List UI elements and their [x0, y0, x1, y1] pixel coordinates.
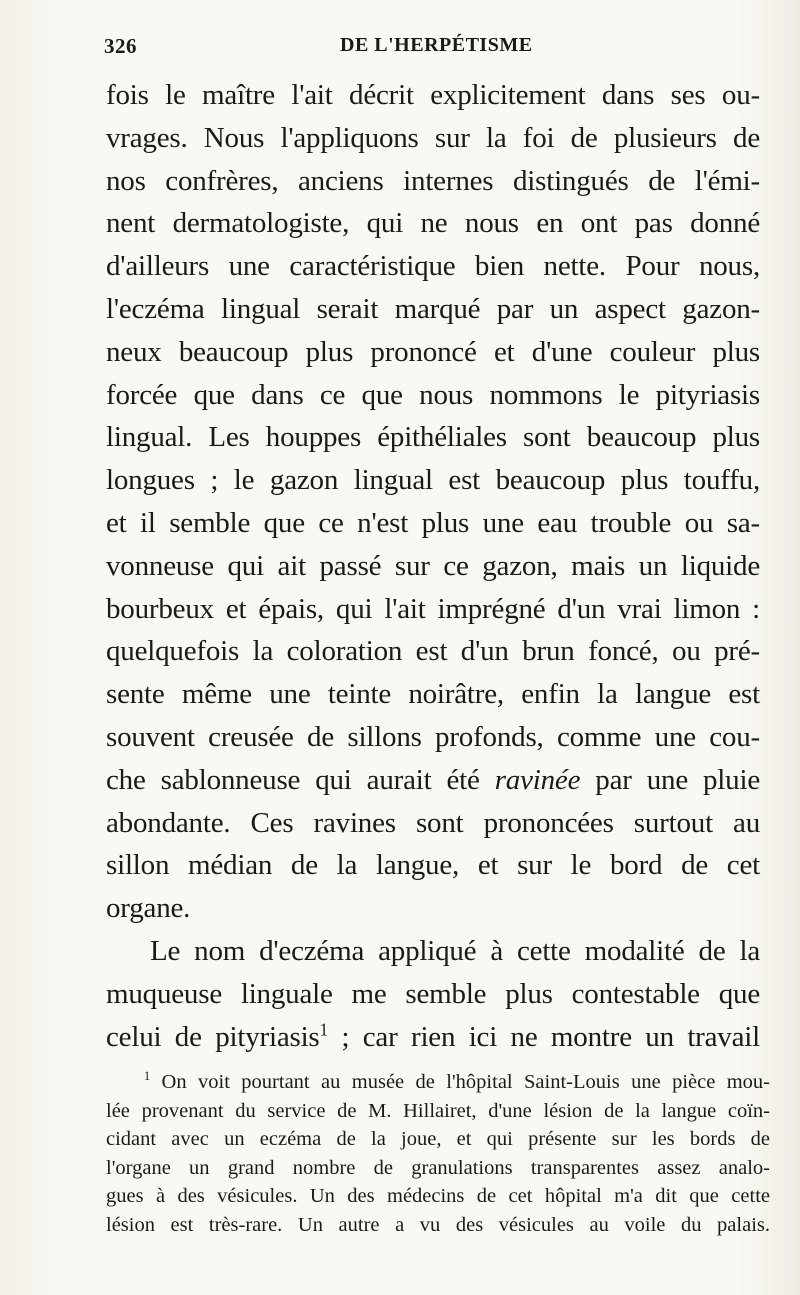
text-line: lingual. Les houppes épithéliales sont beaucoup plus	[106, 421, 760, 454]
footnote-line: l'organe un grand nombre de granulations transparentes assez analo-	[106, 1156, 770, 1179]
footnote-line: gues à des vésicules. Un des médecins de cet hôpital m'a dit que cette	[106, 1185, 770, 1208]
footnote-text: On voit pourtant au musée de l'hôpital Saint-Louis une pièce mou-	[150, 1071, 770, 1093]
footnote-marker: 1	[144, 1069, 151, 1084]
italic-word: ravinée	[494, 763, 581, 796]
text-line: longues ; le gazon lingual est beaucoup plus touffu,	[106, 464, 760, 497]
text-line: l'eczéma lingual serait marqué par un aspect gazon-	[106, 292, 760, 325]
page-number: 326	[104, 34, 137, 58]
text-line: forcée que dans ce que nous nommons le pityriasis	[106, 378, 760, 411]
text-line: vonneuse qui ait passé sur ce gazon, mais un liquide	[106, 549, 760, 582]
text-line: quelquefois la coloration est d'un brun foncé, ou pré-	[106, 635, 760, 668]
text-line-with-footnote-ref	[106, 1016, 760, 1059]
text-line-with-italic	[106, 759, 760, 802]
running-title: DE L'HERPÉTISME	[340, 34, 533, 56]
footnote-reference: 1	[319, 1018, 329, 1039]
page-header	[104, 34, 760, 64]
text-line: sente même une teinte noirâtre, enfin la langue est	[106, 678, 760, 711]
text-line: bourbeux et épais, qui l'ait imprégné d'un vrai limon :	[106, 592, 760, 625]
text-line: nos confrères, anciens internes distingués de l'émi-	[106, 164, 760, 197]
text-run: celui de pityriasis	[106, 1020, 320, 1053]
text-line: organe.	[106, 892, 191, 925]
footnote-line: lée provenant du service de M. Hillairet, d'une lésion de la langue coïn-	[106, 1099, 770, 1122]
text-line: neux beaucoup plus prononcé et d'une couleur plus	[106, 335, 760, 368]
text-line: et il semble que ce n'est plus une eau trouble ou sa-	[106, 506, 760, 539]
text-line: d'ailleurs une caractéristique bien nette. Pour nous,	[106, 250, 760, 283]
body-text	[106, 74, 760, 1058]
footnote-first-line	[106, 1068, 770, 1097]
text-line: abondante. Ces ravines sont prononcées surtout au	[106, 806, 760, 839]
text-line: nent dermatologiste, qui ne nous en ont pas donné	[106, 207, 760, 240]
text-line: sillon médian de la langue, et sur le bord de cet	[106, 849, 760, 882]
text-line: fois le maître l'ait décrit explicitement dans ses ou-	[106, 79, 760, 111]
text-line: vrages. Nous l'appliquons sur la foi de plusieurs de	[106, 121, 760, 154]
footnote-line: lésion est très-rare. Un autre a vu des vésicules au voile du palais.	[106, 1213, 770, 1236]
text-line: muqueuse linguale me semble plus contestable que	[106, 977, 760, 1010]
paragraph-first-line: Le nom d'eczéma appliqué à cette modalité de la	[150, 934, 760, 967]
footnotes	[106, 1068, 770, 1240]
text-run: ; car rien ici ne montre un travail	[328, 1020, 760, 1053]
footnote-line: cidant avec un eczéma de la joue, et qui présente sur les bords de	[106, 1128, 770, 1151]
text-run: che sablonneuse qui aurait été	[106, 763, 495, 796]
text-line: souvent creusée de sillons profonds, comme une cou-	[106, 720, 760, 753]
text-run: par une pluie	[580, 763, 760, 796]
